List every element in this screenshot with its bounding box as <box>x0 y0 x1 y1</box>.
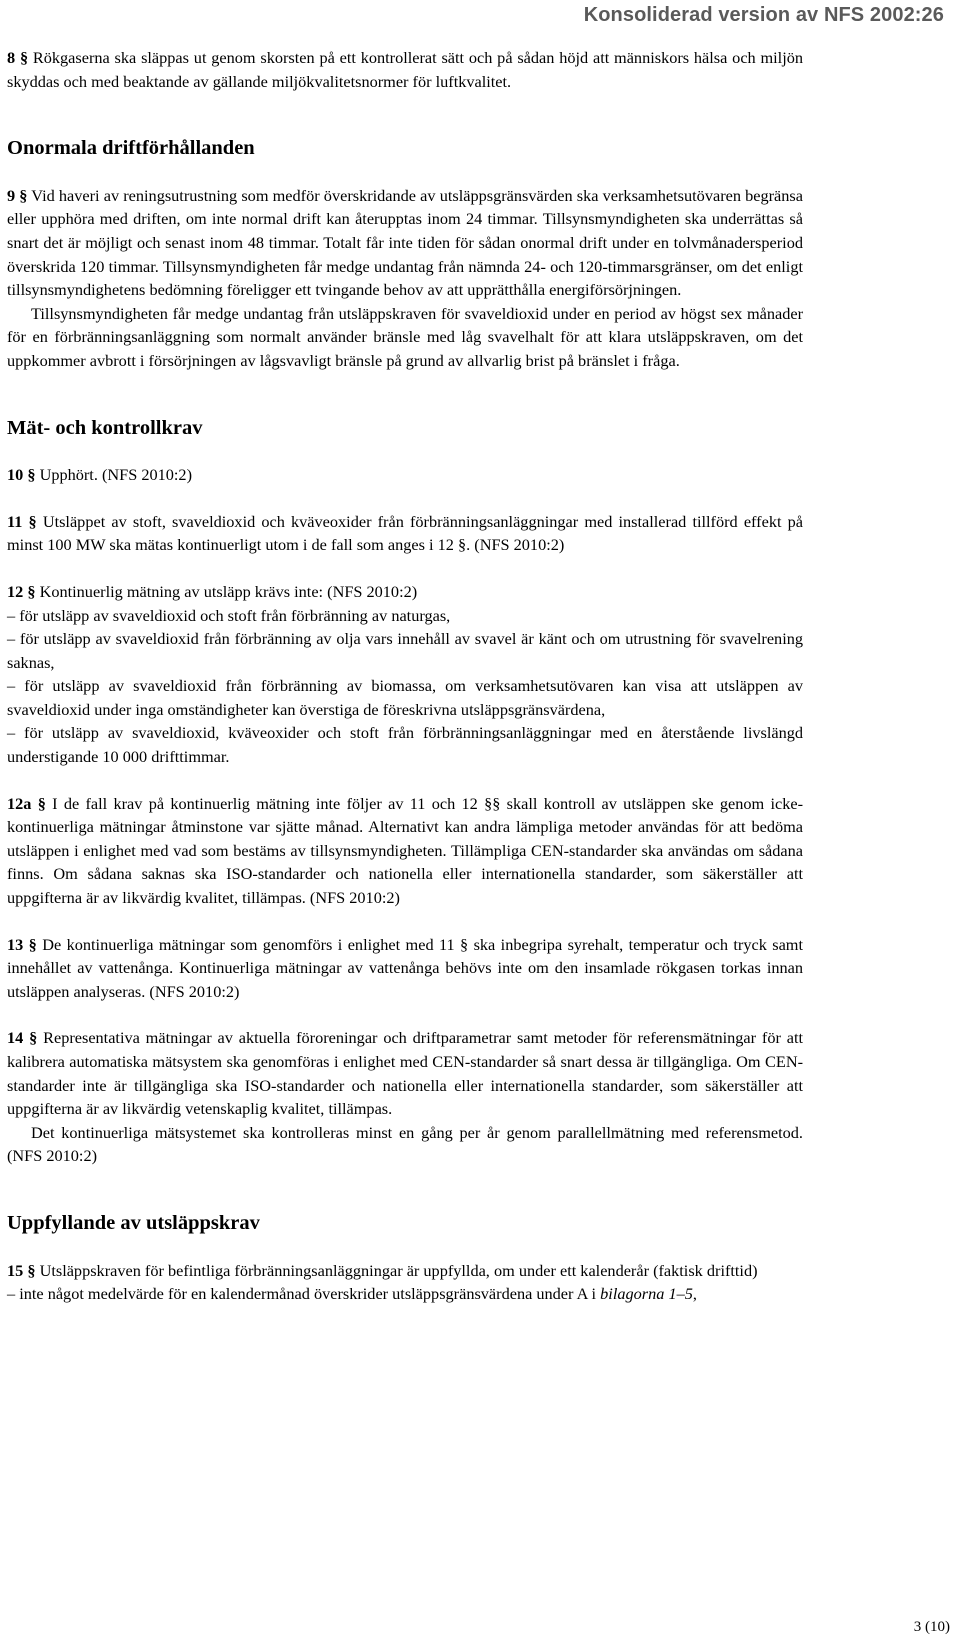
list-item: – för utsläpp av svaveldioxid, kväveoxider och stoft från förbränningsanläggningar med en återstående livslängd understigande 10 000 drifttimmar. <box>7 723 803 767</box>
section-text: I de fall krav på kontinuerlig mätning inte följer av 11 och 12 §§ skall kontroll av utsläppen ske genom icke-kontinuerliga mätningar åtminstone var sjätte månad. Alternativt kan andra lämpliga metoder användas för att bedöma utsläppen i enlighet med vad som bestäms av tillsynsmyndigheten. Tillämpliga CEN-standarder ska användas om sådana finns. Om sådana saknas ska ISO-standarder och nationella eller internationella standarder, som säkerställer att uppgifterna är av likvärdig kvalitet, tillämpas. (NFS 2010:2) <box>7 793 803 908</box>
section-number: 13 § <box>7 934 37 954</box>
section-number: 12 § <box>7 581 36 601</box>
section-number: 9 § <box>7 185 28 205</box>
heading-mat-och-kontrollkrav: Mät- och kontrollkrav <box>7 416 203 439</box>
section-number: 12a § <box>7 793 46 813</box>
section-11 <box>7 510 803 557</box>
section-15 <box>7 1259 803 1283</box>
section-number: 10 § <box>7 465 36 485</box>
page-number: 3 (10) <box>913 1619 950 1635</box>
heading-onormala-driftforhallanden: Onormala driftförhållanden <box>7 137 255 160</box>
section-number: 11 § <box>7 511 37 531</box>
section-12 <box>7 580 803 604</box>
section-text: Utsläppet av stoft, svaveldioxid och kväveoxider från förbränningsanläggningar med installerad tillförd effekt på minst 100 MW ska mätas kontinuerligt utom i de fall som anges i 12 §. (NFS 2010:2) <box>7 511 803 555</box>
section-8 <box>7 46 803 93</box>
section-text: Utsläppskraven för befintliga förbränningsanläggningar är uppfyllda, om under ett kalenderår (faktisk drifttid) <box>35 1260 758 1280</box>
section-14-paragraph-2: Det kontinuerliga mätsystemet ska kontrolleras minst en gång per år genom parallellmätning med referensmetod. (NFS 2010:2) <box>7 1122 803 1166</box>
list-item: – för utsläpp av svaveldioxid från förbränning av biomassa, om verksamhetsutövaren kan visa att utsläppen av svaveldioxid under inga omständigheter kan överstiga de föreskrivna utsläppsgränsvärdena, <box>7 676 803 719</box>
section-13 <box>7 933 803 1004</box>
section-10 <box>7 463 803 487</box>
section-text: Representativa mätningar av aktuella föroreningar och driftparametrar samt metoder för referensmätningar för att kalibrera automatiska mätsystem ska genomföras i enlighet med CEN-standarder så snart dessa är tillgängliga. Om CEN-standarder inte är tillgängliga ska ISO-standarder och nationella eller internationella standarder, som säkerställer att uppgifterna är av likvärdig vetenskaplig kvalitet, tillämpas. <box>7 1028 803 1119</box>
list-item <box>7 1282 803 1306</box>
list-item: – för utsläpp av svaveldioxid från förbränning av olja vars innehåll av svavel är känt och om utrustning för svavelrening saknas, <box>7 629 803 672</box>
section-14 <box>7 1026 803 1120</box>
list-item-suffix: , <box>692 1284 697 1304</box>
section-9-paragraph-2: Tillsynsmyndigheten får medge undantag från utsläppskraven för svaveldioxid under en period av högst sex månader för en förbränningsanläggning som normalt använder bränsle med låg svavelhalt för att klara utsläppskraven, om det uppkommer avbrott i försörjningen av lågsvavligt bränsle på grund av allvarlig brist på bränslet i fråga. <box>7 303 803 370</box>
section-12a <box>7 792 803 910</box>
section-9 <box>7 184 803 302</box>
section-text: Upphört. (NFS 2010:2) <box>35 465 192 485</box>
document-body <box>7 46 803 1306</box>
heading-uppfyllande-av-utslappskrav: Uppfyllande av utsläppskrav <box>7 1211 260 1234</box>
section-text: Vid haveri av reningsutrustning som medför överskridande av utsläppsgränsvärden ska verksamhetsutövaren begränsa eller upphöra med driften, om inte normal drift kan återupptas inom 24 timmar. Tillsynsmyndigheten ska underrättas så snart det är möjligt och senast inom 48 timmar. Totalt får inte tiden för sådan onormal drift under en tolvmånadersperiod överskrida 120 timmar. Tillsynsmyndigheten får medge undantag från nämnda 24- och 120-timmarsgränser, om det enligt tillsynsmyndighetens bedömning föreligger ett tvingande behov av att upprätthålla energiförsörjningen. <box>7 185 803 300</box>
section-text: Kontinuerlig mätning av utsläpp krävs inte: (NFS 2010:2) <box>35 581 418 601</box>
section-number: 8 § <box>7 48 29 67</box>
section-number: 15 § <box>7 1260 36 1280</box>
list-item-reference: bilagorna 1–5 <box>600 1284 693 1304</box>
document-header: Konsoliderad version av NFS 2002:26 <box>583 4 944 26</box>
section-text: De kontinuerliga mätningar som genomförs i enlighet med 11 § ska inbegripa syrehalt, temperatur och tryck samt innehållet av vattenånga. Kontinuerliga mätningar av vattenånga behövs inte om den insamlade rökgasen torkas innan utsläppen analyseras. (NFS 2010:2) <box>7 934 803 1001</box>
section-number: 14 § <box>7 1028 38 1048</box>
section-text: Rökgaserna ska släppas ut genom skorsten på ett kontrollerat sätt och på sådan höjd att människors hälsa och miljön skyddas och med beaktande av gällande miljökvalitetsnormer för luftkvalitet. <box>7 48 803 91</box>
list-item-text: – inte något medelvärde för en kalendermånad överskrider utsläppsgränsvärdena under A i <box>7 1284 601 1304</box>
list-item: – för utsläpp av svaveldioxid och stoft från förbränning av naturgas, <box>7 605 451 625</box>
